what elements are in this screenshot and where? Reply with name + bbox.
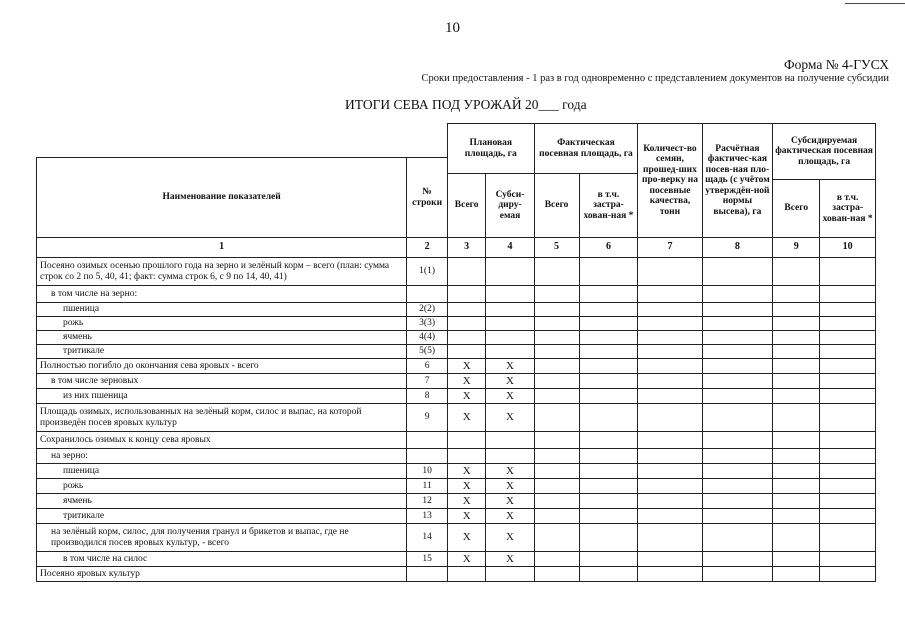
- row-line-number: 8: [407, 389, 448, 404]
- calculated-area-cell[interactable]: [702, 552, 773, 567]
- subsidized-total-cell[interactable]: [773, 449, 820, 464]
- planned-total-cell[interactable]: [447, 286, 486, 303]
- actual-insured-cell[interactable]: [579, 432, 638, 449]
- subsidized-total-cell[interactable]: [773, 286, 820, 303]
- subsidized-insured-cell[interactable]: [820, 524, 876, 552]
- planned-subsidized-cell[interactable]: [486, 331, 534, 345]
- subsidized-total-cell[interactable]: [773, 464, 820, 479]
- planned-total-cell[interactable]: Х: [447, 404, 486, 432]
- subsidized-total-cell[interactable]: [773, 552, 820, 567]
- page-number: 10: [445, 20, 460, 36]
- subsidized-total-cell[interactable]: [773, 374, 820, 389]
- report-title: ИТОГИ СЕВА ПОД УРОЖАЙ 20___ года: [345, 97, 587, 112]
- actual-total-cell[interactable]: [534, 552, 579, 567]
- seeds-cell[interactable]: [638, 494, 702, 509]
- row-label: Сохранилось озимых к концу сева яровых: [37, 432, 407, 449]
- planned-subsidized-cell[interactable]: Х: [486, 524, 534, 552]
- planned-total-cell[interactable]: Х: [447, 464, 486, 479]
- actual-total-cell[interactable]: [534, 432, 579, 449]
- planned-total-cell[interactable]: [447, 317, 486, 331]
- actual-total-cell[interactable]: [534, 374, 579, 389]
- planned-subsidized-cell[interactable]: [486, 317, 534, 331]
- subsidized-total-cell[interactable]: [773, 509, 820, 524]
- subsidized-insured-cell[interactable]: [820, 303, 876, 317]
- calculated-area-cell[interactable]: [702, 479, 773, 494]
- table-row: [37, 567, 876, 582]
- calculated-area-cell[interactable]: [702, 432, 773, 449]
- actual-insured-cell[interactable]: [579, 317, 638, 331]
- actual-insured-cell[interactable]: [579, 286, 638, 303]
- subsidized-total-cell[interactable]: [773, 567, 820, 582]
- subsidized-insured-cell[interactable]: [820, 317, 876, 331]
- actual-insured-cell[interactable]: [579, 331, 638, 345]
- table-row: [37, 359, 876, 374]
- actual-total-cell[interactable]: [534, 389, 579, 404]
- actual-total-cell[interactable]: [534, 494, 579, 509]
- header-planned-total: Всего: [447, 174, 486, 238]
- header-planned-area: Плановая площадь, га: [447, 124, 534, 174]
- column-number: 9: [773, 238, 820, 258]
- actual-insured-cell[interactable]: [579, 464, 638, 479]
- actual-total-cell[interactable]: [534, 449, 579, 464]
- submission-deadline: Сроки предоставления - 1 раз в год одновременно с представлением документов на получение субсидии: [421, 73, 889, 84]
- seeds-cell[interactable]: [638, 524, 702, 552]
- planned-total-cell[interactable]: [447, 345, 486, 359]
- seeds-cell[interactable]: [638, 404, 702, 432]
- actual-total-cell[interactable]: [534, 567, 579, 582]
- table-row: [37, 552, 876, 567]
- row-label: на зелёный корм, силос, для получения гранул и брикетов и выпас, где не производился посев яровых культур, - всего: [37, 524, 407, 552]
- subsidized-total-cell[interactable]: [773, 345, 820, 359]
- planned-total-cell[interactable]: [447, 432, 486, 449]
- header-line-number: № строки: [407, 158, 448, 238]
- subsidized-insured-cell[interactable]: [820, 494, 876, 509]
- planned-subsidized-cell[interactable]: [486, 258, 534, 286]
- subsidized-insured-cell[interactable]: [820, 345, 876, 359]
- actual-insured-cell[interactable]: [579, 494, 638, 509]
- row-label: ячмень: [37, 331, 407, 345]
- actual-total-cell[interactable]: [534, 359, 579, 374]
- subsidized-insured-cell[interactable]: [820, 552, 876, 567]
- table-row: [37, 404, 876, 432]
- actual-insured-cell[interactable]: [579, 389, 638, 404]
- header-indicator-name: Наименование показателей: [37, 158, 407, 238]
- table-row: [37, 303, 876, 317]
- planned-total-cell[interactable]: Х: [447, 389, 486, 404]
- row-line-number: 12: [407, 494, 448, 509]
- header-subsidized-insured: в т.ч. застра-хован-ная *: [820, 180, 876, 238]
- calculated-area-cell[interactable]: [702, 389, 773, 404]
- column-number: 10: [820, 238, 876, 258]
- calculated-area-cell[interactable]: [702, 258, 773, 286]
- actual-total-cell[interactable]: [534, 404, 579, 432]
- table-row: [37, 432, 876, 449]
- row-line-number: 14: [407, 524, 448, 552]
- planned-subsidized-cell[interactable]: Х: [486, 479, 534, 494]
- planned-subsidized-cell[interactable]: Х: [486, 552, 534, 567]
- column-number: 5: [534, 238, 579, 258]
- actual-total-cell[interactable]: [534, 479, 579, 494]
- actual-insured-cell[interactable]: [579, 359, 638, 374]
- planned-total-cell[interactable]: Х: [447, 374, 486, 389]
- subsidized-insured-cell[interactable]: [820, 509, 876, 524]
- form-number: Форма № 4-ГУСХ: [783, 57, 889, 72]
- corner-rule: [845, 3, 905, 4]
- calculated-area-cell[interactable]: [702, 509, 773, 524]
- table-row: [37, 464, 876, 479]
- row-label: ячмень: [37, 494, 407, 509]
- seeds-cell[interactable]: [638, 389, 702, 404]
- actual-insured-cell[interactable]: [579, 374, 638, 389]
- table-row: [37, 494, 876, 509]
- actual-insured-cell[interactable]: [579, 345, 638, 359]
- table-row: [37, 286, 876, 303]
- subsidized-total-cell[interactable]: [773, 317, 820, 331]
- header-subsidized-area: Субсидируемая фактическая посевная площадь, га: [773, 124, 876, 180]
- calculated-area-cell[interactable]: [702, 567, 773, 582]
- planned-total-cell[interactable]: [447, 303, 486, 317]
- planned-total-cell[interactable]: [447, 567, 486, 582]
- seeds-cell[interactable]: [638, 464, 702, 479]
- subsidized-insured-cell[interactable]: [820, 432, 876, 449]
- planned-subsidized-cell[interactable]: [486, 449, 534, 464]
- seeds-cell[interactable]: [638, 317, 702, 331]
- column-number: 4: [486, 238, 534, 258]
- subsidized-insured-cell[interactable]: [820, 389, 876, 404]
- table-row: [37, 449, 876, 464]
- seeds-cell[interactable]: [638, 303, 702, 317]
- subsidized-insured-cell[interactable]: [820, 404, 876, 432]
- calculated-area-cell[interactable]: [702, 449, 773, 464]
- planned-subsidized-cell[interactable]: [486, 286, 534, 303]
- actual-insured-cell[interactable]: [579, 449, 638, 464]
- row-line-number: [407, 432, 448, 449]
- row-line-number: [407, 567, 448, 582]
- subsidized-total-cell[interactable]: [773, 258, 820, 286]
- calculated-area-cell[interactable]: [702, 345, 773, 359]
- seeds-cell[interactable]: [638, 359, 702, 374]
- header-seeds: Количест-во семян, прошед-ших про-верку на посевные качества, тонн: [638, 124, 702, 238]
- sowing-results-table: [36, 123, 876, 582]
- seeds-cell[interactable]: [638, 286, 702, 303]
- header-planned-subsidized: Субси-диру-емая: [486, 174, 534, 238]
- table-row: [37, 258, 876, 286]
- subsidized-total-cell[interactable]: [773, 303, 820, 317]
- table-row: [37, 479, 876, 494]
- column-number-row: [37, 238, 876, 258]
- seeds-cell[interactable]: [638, 509, 702, 524]
- seeds-cell[interactable]: [638, 432, 702, 449]
- row-label: пшеница: [37, 303, 407, 317]
- row-line-number: 3(3): [407, 317, 448, 331]
- subsidized-insured-cell[interactable]: [820, 286, 876, 303]
- actual-total-cell[interactable]: [534, 464, 579, 479]
- row-line-number: [407, 286, 448, 303]
- table-body: [37, 258, 876, 582]
- calculated-area-cell[interactable]: [702, 303, 773, 317]
- subsidized-total-cell[interactable]: [773, 331, 820, 345]
- seeds-cell[interactable]: [638, 449, 702, 464]
- planned-total-cell[interactable]: [447, 331, 486, 345]
- table-row: [37, 317, 876, 331]
- table-header: [37, 124, 876, 258]
- actual-insured-cell[interactable]: [579, 509, 638, 524]
- seeds-cell[interactable]: [638, 374, 702, 389]
- calculated-area-cell[interactable]: [702, 464, 773, 479]
- planned-subsidized-cell[interactable]: [486, 432, 534, 449]
- seeds-cell[interactable]: [638, 345, 702, 359]
- column-number: 7: [638, 238, 702, 258]
- row-line-number: 6: [407, 359, 448, 374]
- row-line-number: 9: [407, 404, 448, 432]
- planned-total-cell[interactable]: Х: [447, 509, 486, 524]
- actual-insured-cell[interactable]: [579, 303, 638, 317]
- calculated-area-cell[interactable]: [702, 359, 773, 374]
- subsidized-insured-cell[interactable]: [820, 258, 876, 286]
- seeds-cell[interactable]: [638, 479, 702, 494]
- table-row: [37, 374, 876, 389]
- table-row: [37, 524, 876, 552]
- planned-total-cell[interactable]: Х: [447, 552, 486, 567]
- planned-total-cell[interactable]: Х: [447, 524, 486, 552]
- row-label: рожь: [37, 479, 407, 494]
- subsidized-total-cell[interactable]: [773, 494, 820, 509]
- seeds-cell[interactable]: [638, 331, 702, 345]
- planned-total-cell[interactable]: Х: [447, 494, 486, 509]
- subsidized-insured-cell[interactable]: [820, 567, 876, 582]
- subsidized-insured-cell[interactable]: [820, 331, 876, 345]
- seeds-cell[interactable]: [638, 552, 702, 567]
- table-row: [37, 389, 876, 404]
- planned-subsidized-cell[interactable]: [486, 303, 534, 317]
- table-row: [37, 331, 876, 345]
- row-label: в том числе зерновых: [37, 374, 407, 389]
- planned-subsidized-cell[interactable]: Х: [486, 374, 534, 389]
- planned-total-cell[interactable]: Х: [447, 479, 486, 494]
- column-number: 1: [37, 238, 407, 258]
- planned-subsidized-cell[interactable]: Х: [486, 509, 534, 524]
- actual-total-cell[interactable]: [534, 509, 579, 524]
- calculated-area-cell[interactable]: [702, 494, 773, 509]
- row-line-number: 11: [407, 479, 448, 494]
- header-actual-total: Всего: [534, 174, 579, 238]
- actual-insured-cell[interactable]: [579, 404, 638, 432]
- planned-subsidized-cell[interactable]: Х: [486, 359, 534, 374]
- row-label: на зерно:: [37, 449, 407, 464]
- calculated-area-cell[interactable]: [702, 331, 773, 345]
- planned-total-cell[interactable]: [447, 258, 486, 286]
- row-line-number: 13: [407, 509, 448, 524]
- subsidized-insured-cell[interactable]: [820, 479, 876, 494]
- calculated-area-cell[interactable]: [702, 404, 773, 432]
- row-label: тритикале: [37, 345, 407, 359]
- calculated-area-cell[interactable]: [702, 524, 773, 552]
- subsidized-total-cell[interactable]: [773, 479, 820, 494]
- planned-subsidized-cell[interactable]: Х: [486, 494, 534, 509]
- planned-subsidized-cell[interactable]: Х: [486, 389, 534, 404]
- subsidized-total-cell[interactable]: [773, 432, 820, 449]
- row-label: пшеница: [37, 464, 407, 479]
- row-label: в том числе на силос: [37, 552, 407, 567]
- actual-total-cell[interactable]: [534, 331, 579, 345]
- subsidized-insured-cell[interactable]: [820, 374, 876, 389]
- planned-subsidized-cell[interactable]: Х: [486, 404, 534, 432]
- actual-insured-cell[interactable]: [579, 258, 638, 286]
- header-actual-area: Фактическая посевная площадь, га: [534, 124, 638, 174]
- row-line-number: 15: [407, 552, 448, 567]
- row-label: Посеяно яровых культур: [37, 567, 407, 582]
- calculated-area-cell[interactable]: [702, 286, 773, 303]
- actual-insured-cell[interactable]: [579, 552, 638, 567]
- actual-total-cell[interactable]: [534, 317, 579, 331]
- row-label: рожь: [37, 317, 407, 331]
- planned-subsidized-cell[interactable]: Х: [486, 464, 534, 479]
- subsidized-total-cell[interactable]: [773, 359, 820, 374]
- actual-insured-cell[interactable]: [579, 479, 638, 494]
- subsidized-total-cell[interactable]: [773, 404, 820, 432]
- row-line-number: 1(1): [407, 258, 448, 286]
- column-number: 2: [407, 238, 448, 258]
- header-actual-insured: в т.ч. застра-хован-ная *: [579, 174, 638, 238]
- actual-total-cell[interactable]: [534, 258, 579, 286]
- actual-insured-cell[interactable]: [579, 567, 638, 582]
- actual-insured-cell[interactable]: [579, 524, 638, 552]
- subsidized-insured-cell[interactable]: [820, 359, 876, 374]
- row-line-number: 2(2): [407, 303, 448, 317]
- planned-total-cell[interactable]: Х: [447, 359, 486, 374]
- subsidized-insured-cell[interactable]: [820, 464, 876, 479]
- table-row: [37, 345, 876, 359]
- row-label: Полностью погибло до окончания сева яровых - всего: [37, 359, 407, 374]
- row-line-number: 5(5): [407, 345, 448, 359]
- actual-total-cell[interactable]: [534, 303, 579, 317]
- planned-subsidized-cell[interactable]: [486, 567, 534, 582]
- planned-total-cell[interactable]: [447, 449, 486, 464]
- row-label: тритикале: [37, 509, 407, 524]
- subsidized-total-cell[interactable]: [773, 524, 820, 552]
- calculated-area-cell[interactable]: [702, 374, 773, 389]
- seeds-cell[interactable]: [638, 258, 702, 286]
- column-number: 8: [702, 238, 773, 258]
- row-line-number: 4(4): [407, 331, 448, 345]
- column-number: 6: [579, 238, 638, 258]
- actual-total-cell[interactable]: [534, 345, 579, 359]
- subsidized-insured-cell[interactable]: [820, 449, 876, 464]
- header-subsidized-total: Всего: [773, 180, 820, 238]
- row-label: из них пшеница: [37, 389, 407, 404]
- row-line-number: 7: [407, 374, 448, 389]
- calculated-area-cell[interactable]: [702, 317, 773, 331]
- seeds-cell[interactable]: [638, 567, 702, 582]
- subsidized-total-cell[interactable]: [773, 389, 820, 404]
- planned-subsidized-cell[interactable]: [486, 345, 534, 359]
- actual-total-cell[interactable]: [534, 286, 579, 303]
- actual-total-cell[interactable]: [534, 524, 579, 552]
- row-label: в том числе на зерно:: [37, 286, 407, 303]
- column-number: 3: [447, 238, 486, 258]
- header-calculated-area: Расчётная фактичес-кая посев-ная пло-щадь (с учётом утверждён-ной нормы высева), га: [702, 124, 773, 238]
- row-label: Площадь озимых, использованных на зелёный корм, силос и выпас, на которой произведён посев яровых культур: [37, 404, 407, 432]
- table-row: [37, 509, 876, 524]
- row-label: Посеяно озимых осенью прошлого года на зерно и зелёный корм – всего (план: сумма строк со 2 по 5, 40, 41; факт: сумма строк 6, с 9 по 14, 40, 41): [37, 258, 407, 286]
- row-line-number: [407, 449, 448, 464]
- row-line-number: 10: [407, 464, 448, 479]
